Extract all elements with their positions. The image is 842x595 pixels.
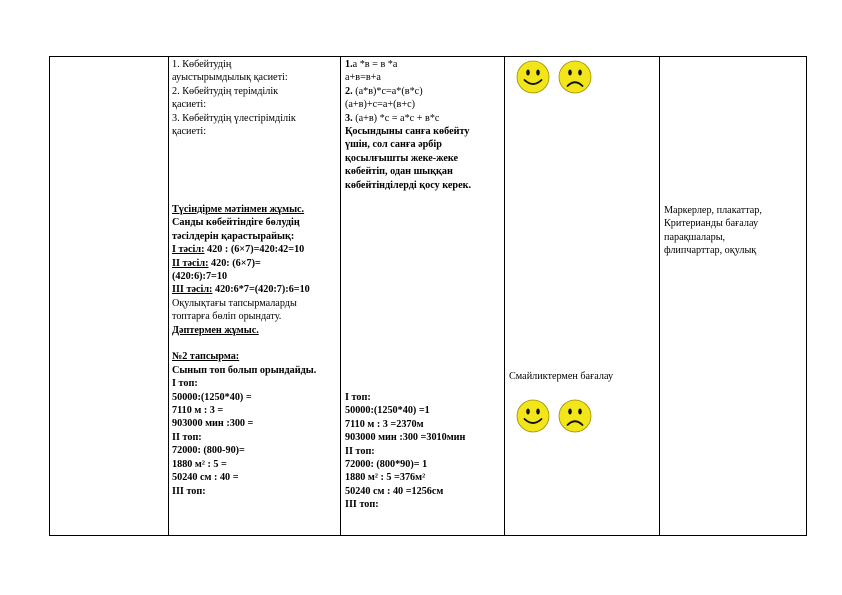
property-line: қасиеті:: [172, 126, 207, 138]
reading-heading: Түсіндірме мәтінмен жұмыс.: [172, 204, 305, 215]
resource-line: Критерианды бағалау: [664, 218, 759, 230]
group-label: I топ:: [172, 378, 198, 390]
group-label: II топ:: [345, 445, 375, 457]
formula-text: а *в = в *а: [352, 59, 398, 70]
method-3: [172, 283, 316, 296]
answer-line: 72000: (800*90)= 1: [345, 459, 428, 471]
reading-line: тәсілдерін қарастырайық:: [172, 230, 295, 242]
method-text: (420:6):7=10: [172, 271, 228, 283]
method-1: [172, 243, 316, 256]
happy-face-icon: [516, 60, 550, 94]
formula-text: а+в=в+а: [345, 72, 381, 84]
formula-1: [345, 58, 471, 71]
answer-line: 903000 мин :300 =3010мин: [345, 432, 466, 444]
method-text: 420:6*7=(420:7):6=10: [212, 284, 310, 296]
formula-2: [345, 85, 471, 98]
exercise-line: 72000: (800-90)=: [172, 445, 245, 457]
resource-line: Маркерлер, плакаттар,: [664, 205, 762, 216]
method-text: 420: (6×7)=: [208, 257, 261, 269]
answer-line: 50000:(1250*40) =1: [345, 405, 430, 417]
sad-face-icon: [558, 399, 592, 433]
resources-block: [664, 204, 762, 258]
formula-text: (а+в)+с=а+(в+с): [345, 99, 416, 111]
formula-text: (а+в) *с = а*с + в*с: [352, 112, 440, 124]
explanation-line: қосылғышты жеке-жеке: [345, 152, 459, 164]
property-line: 1. Көбейтудің: [172, 59, 232, 70]
answers-block: [345, 391, 465, 512]
explanation-line: көбейтінділерді қосу керек.: [345, 179, 472, 191]
answer-line: 1880 м² : 5 =376м²: [345, 472, 426, 484]
answer-line: 7110 м : 3 =2370м: [345, 418, 424, 430]
activity-block: [172, 203, 316, 498]
formula-number: 3.: [345, 112, 353, 124]
smiley-caption: [509, 370, 613, 383]
smiley-caption-text: Смайликтермен бағалау: [509, 371, 614, 382]
happy-face-icon: [516, 399, 550, 433]
exercise-line: 903000 мин :300 =: [172, 418, 254, 430]
group-label: II топ:: [172, 431, 202, 443]
explanation-line: үшін, сол санға әрбір: [345, 139, 442, 151]
resource-line: флипчарттар, оқулық: [664, 245, 757, 257]
answer-line: 50240 см : 40 =1256см: [345, 485, 444, 497]
task-intro: Сынып топ болып орындайды.: [172, 364, 317, 376]
method-text: 420 : (6×7)=420:42=10: [204, 244, 305, 256]
sad-face-icon: [558, 60, 592, 94]
textbook-line: Оқулықтағы тапсырмаларды: [172, 297, 297, 309]
formula-number: 1.: [345, 59, 353, 70]
explanation-line: көбейтіп, одан шыққан: [345, 166, 453, 178]
exercise-line: 50240 см : 40 =: [172, 472, 239, 484]
method-label: III тәсіл:: [172, 284, 213, 296]
column-divider: [659, 57, 660, 535]
property-line: 3. Көбейтудің үлестірімділік: [172, 112, 296, 124]
formula-3: [345, 112, 471, 125]
group-label: III топ:: [345, 499, 379, 511]
explanation-line: Қосындыны санға көбейту: [345, 126, 470, 138]
method-label: I тәсіл:: [172, 244, 205, 256]
properties-list: [172, 58, 296, 138]
reading-line: Санды көбейтіндіге бөлудің: [172, 217, 300, 229]
task-heading: №2 тапсырма:: [172, 351, 240, 363]
property-line: ауыстырымдылық қасиеті:: [172, 72, 288, 84]
exercise-line: 50000:(1250*40) =: [172, 391, 252, 403]
property-line: қасиеті:: [172, 99, 207, 111]
group-label: I топ:: [345, 392, 371, 403]
column-divider: [168, 57, 169, 535]
exercise-line: 7110 м : 3 =: [172, 405, 224, 417]
resource-line: парақшалары,: [664, 231, 726, 243]
group-label: III топ:: [172, 485, 206, 497]
formulas-block: [345, 58, 471, 192]
method-label: II тәсіл:: [172, 257, 209, 269]
column-divider: [504, 57, 505, 535]
exercise-line: 1880 м² : 5 =: [172, 458, 227, 470]
formula-text: (а*в)*с=а*(в*с): [352, 85, 423, 97]
property-line: 2. Көбейтудің терімділік: [172, 85, 279, 97]
notebook-heading: Дәптермен жұмыс.: [172, 324, 259, 336]
formula-number: 2.: [345, 85, 353, 97]
column-divider: [340, 57, 341, 535]
method-2: [172, 257, 316, 270]
textbook-line: топтарға бөліп орындату.: [172, 311, 282, 323]
